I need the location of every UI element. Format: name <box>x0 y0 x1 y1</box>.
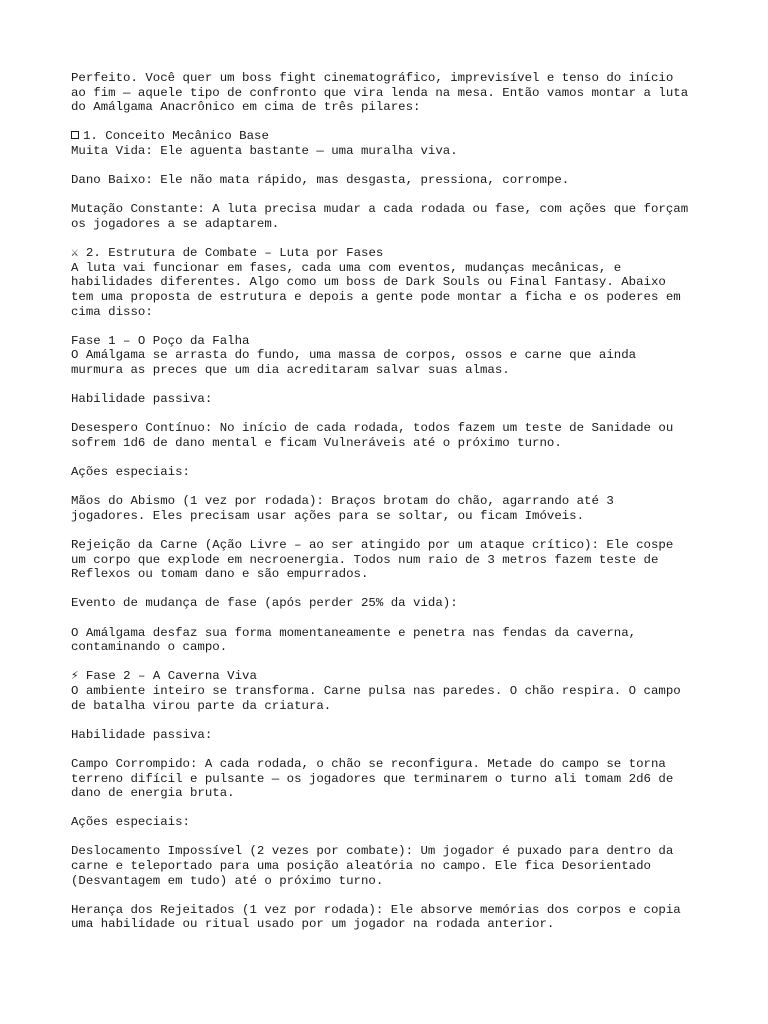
fase-1-evento: O Amálgama desfaz sua forma momentaneamente e penetra nas fendas da caverna, contaminando o campo. <box>71 625 637 655</box>
fase-2-passiva-label: Habilidade passiva: <box>71 727 213 742</box>
fase-1-acoes-label: Ações especiais: <box>71 465 190 480</box>
fase-1-passiva-label: Habilidade passiva: <box>71 392 213 407</box>
fase-2-passiva: Campo Corrompido: A cada rodada, o chão se reconfigura. Metade do campo se torna terreno difícil e pulsante — os jogadores que terminarem o turno ali tomam 2d6 de dano de energia bruta. <box>71 756 674 801</box>
section-1-heading: 1. Conceito Mecânico Base <box>83 129 269 144</box>
fase-1 <box>71 334 711 378</box>
mutacao-constante-text: Mutação Constante: A luta precisa mudar a cada rodada ou fase, com ações que forçam os jogadores a se adaptarem. <box>71 202 689 231</box>
square-icon <box>71 131 79 139</box>
section-2-heading: 2. Estrutura de Combate – Luta por Fases <box>85 246 384 261</box>
section-1 <box>71 129 711 158</box>
fase-2-acao-2: Herança dos Rejeitados (1 vez por rodada): Ele absorve memórias dos corpos e copia uma habilidade ou ritual usado por um jogador na rodada anterior. <box>71 902 681 932</box>
fase-2-acoes-label: Ações especiais: <box>71 815 190 830</box>
lightning-icon: ⚡ <box>71 669 79 684</box>
fase-2-acao-1: Deslocamento Impossível (2 vezes por combate): Um jogador é puxado para dentro da carne e teleportado para uma posição aleatória no campo. Ele fica Desorientado (Desvantagem em tudo) até o próximo turno. <box>71 844 674 888</box>
fase-1-passiva: Desespero Contínuo: No início de cada rodada, todos fazem um teste de Sanidade ou sofrem 1d6 de dano mental e ficam Vulneráveis até o próximo turno. <box>71 421 674 450</box>
fase-1-evento-label: Evento de mudança de fase (após perder 25% da vida): <box>71 596 458 611</box>
fase-2 <box>71 669 711 713</box>
fase-1-text: O Amálgama se arrasta do fundo, uma massa de corpos, ossos e carne que ainda murmura as preces que um dia acreditaram salvar suas almas. <box>71 348 637 377</box>
document-page <box>71 71 711 947</box>
crossed-swords-icon: ⚔ <box>71 246 79 261</box>
muita-vida-text: Muita Vida: Ele aguenta bastante — uma muralha viva. <box>71 143 458 158</box>
fase-1-acao-2: Rejeição da Carne (Ação Livre – ao ser atingido por um ataque crítico): Ele cospe um corpo que explode em necroenergia. Todos num raio de 3 metros fazem teste de Reflexos ou tomam dano e são empurrados. <box>71 538 674 582</box>
section-2-text: A luta vai funcionar em fases, cada uma com eventos, mudanças mecânicas, e habilidades diferentes. Algo como um boss de Dark Souls ou Final Fantasy. Abaixo tem uma proposta de estrutura e depois a gente pode montar a ficha e os poderes em cima disso: <box>71 260 681 319</box>
fase-1-acao-1: Mãos do Abismo (1 vez por rodada): Braços brotam do chão, agarrando até 3 jogadores. Eles precisam usar ações para se soltar, ou ficam Imóveis. <box>71 494 614 523</box>
fase-1-heading: Fase 1 – O Poço da Falha <box>71 333 250 348</box>
fase-2-text: O ambiente inteiro se transforma. Carne pulsa nas paredes. O chão respira. O campo de batalha virou parte da criatura. <box>71 683 681 713</box>
dano-baixo-text: Dano Baixo: Ele não mata rápido, mas desgasta, pressiona, corrompe. <box>71 173 570 188</box>
fase-2-heading: Fase 2 – A Caverna Viva <box>85 669 257 684</box>
section-2 <box>71 246 711 319</box>
intro-paragraph: Perfeito. Você quer um boss fight cinematográfico, imprevisível e tenso do início ao fim — aquele tipo de confronto que vira lenda na mesa. Então vamos montar a luta do Amálgama Anacrônico em cima de três pilares: <box>71 71 689 115</box>
